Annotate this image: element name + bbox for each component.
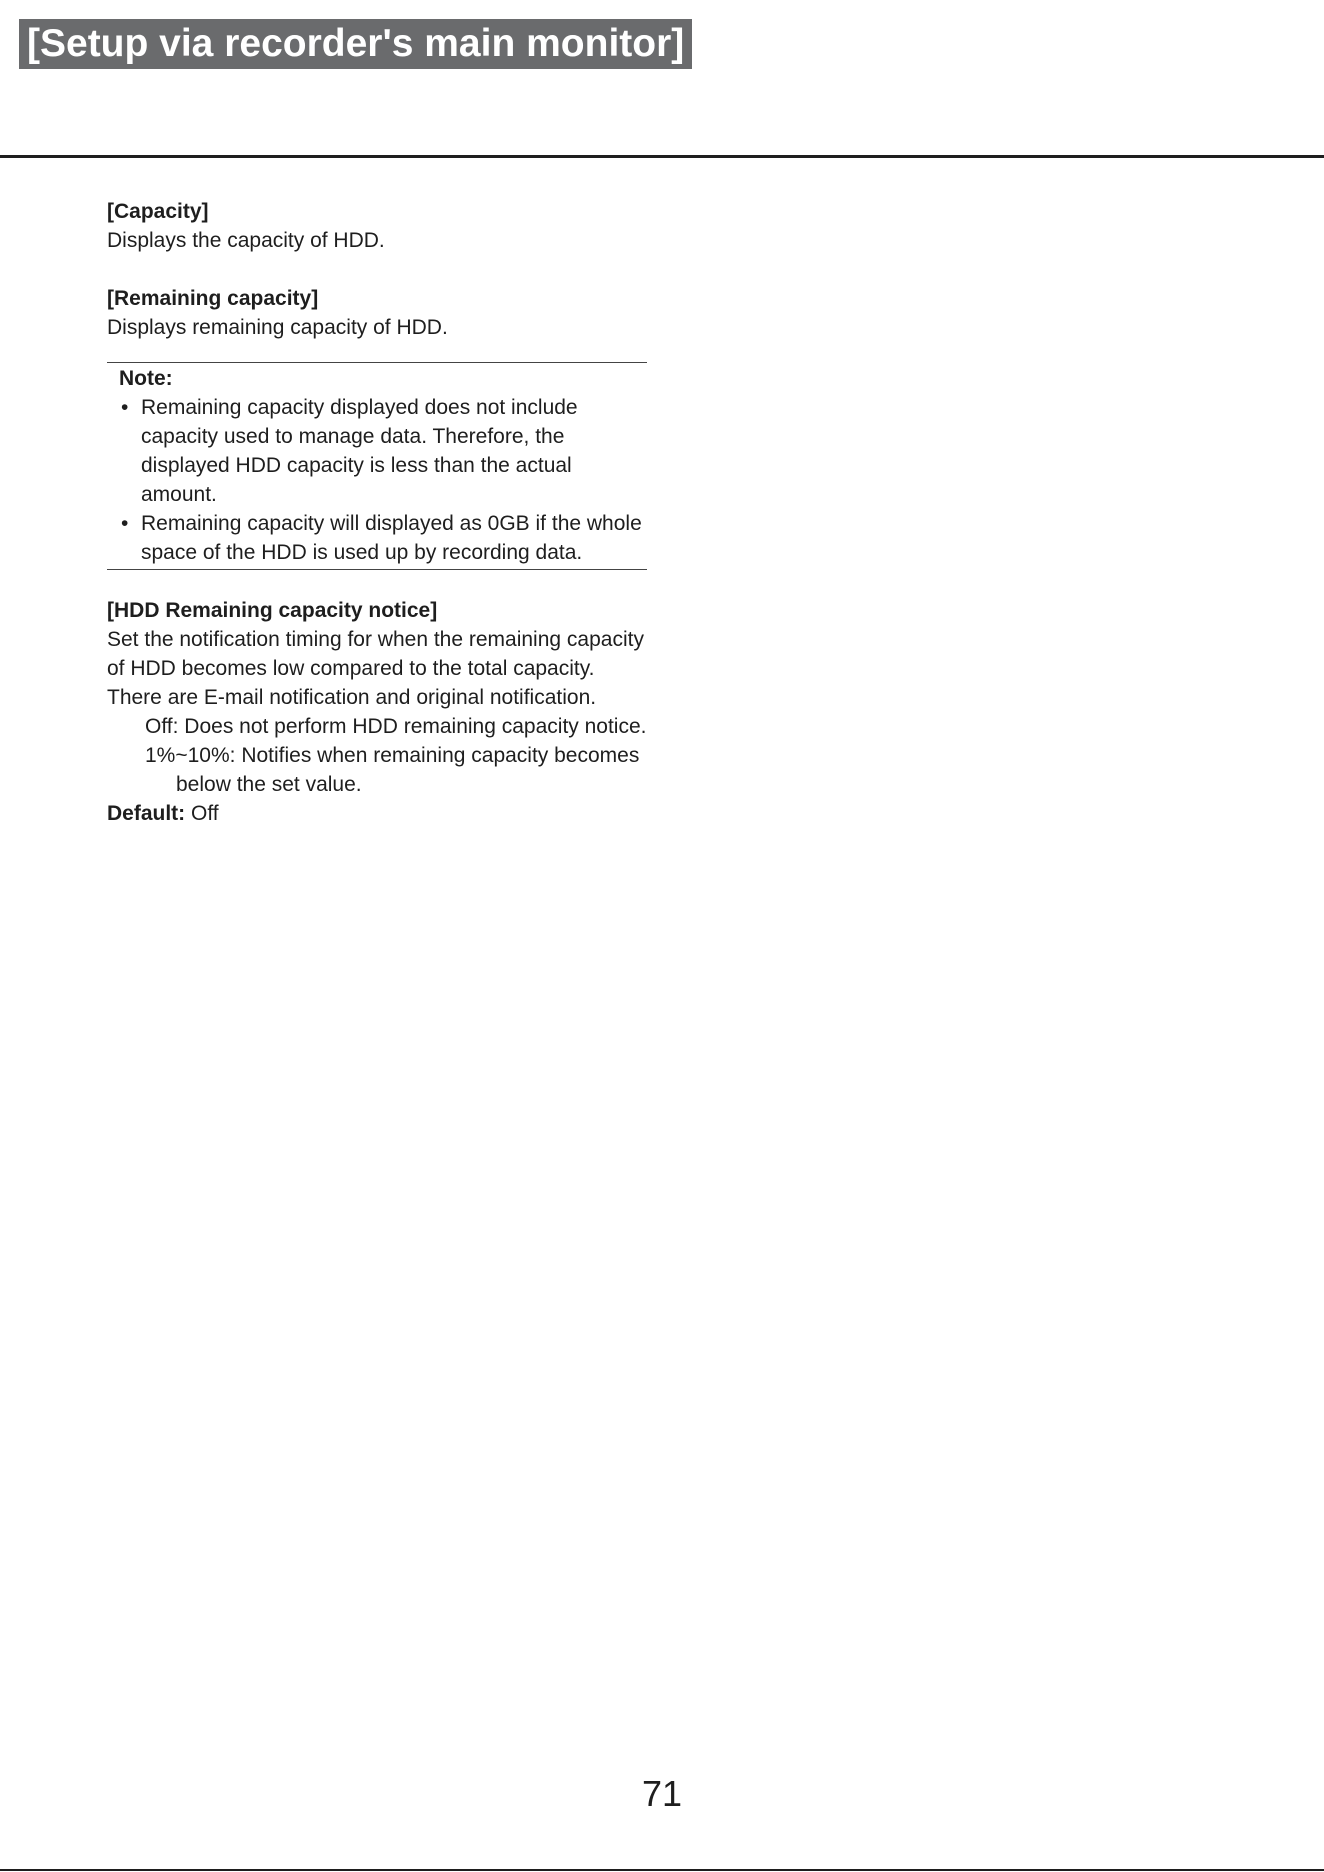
- footer-divider: [0, 1869, 1324, 1871]
- default-setting: [107, 799, 647, 828]
- note-label: Note:: [119, 367, 173, 390]
- hdd-notice-option: 1%~10%: Notifies when remaining capacity becomes below the set value.: [145, 744, 640, 796]
- spacer: [107, 255, 647, 284]
- main-content: [107, 197, 647, 828]
- hdd-notice-heading: [HDD Remaining capacity notice]: [107, 599, 438, 622]
- bullet-icon: •: [121, 396, 129, 419]
- hdd-notice-description: Set the notification timing for when the remaining capacity of HDD becomes low compared to the total capacity. There are E-mail notification and original notification.: [107, 628, 644, 709]
- note-item-text: Remaining capacity will displayed as 0GB if the whole space of the HDD is used up by recording data.: [141, 512, 642, 564]
- bullet-icon: •: [121, 512, 129, 535]
- capacity-heading: [Capacity]: [107, 200, 209, 223]
- spacer: [107, 342, 647, 362]
- spacer: [107, 570, 647, 596]
- note-item: [119, 393, 647, 509]
- note-item: [119, 509, 647, 567]
- default-label: Default:: [107, 802, 186, 825]
- note-list: [119, 393, 647, 567]
- header-divider: [0, 155, 1324, 158]
- page-header-title: [Setup via recorder's main monitor]: [19, 19, 692, 69]
- page-number: 71: [641, 1773, 683, 1814]
- default-value: Off: [191, 802, 219, 825]
- hdd-notice-option: Off: Does not perform HDD remaining capacity notice.: [145, 715, 647, 738]
- remaining-capacity-description: Displays remaining capacity of HDD.: [107, 316, 448, 339]
- note-item-text: Remaining capacity displayed does not include capacity used to manage data. Therefore, the displayed HDD capacity is less than the actual amount.: [141, 396, 578, 506]
- note-box: [107, 362, 647, 570]
- capacity-description: Displays the capacity of HDD.: [107, 229, 385, 252]
- remaining-capacity-heading: [Remaining capacity]: [107, 287, 319, 310]
